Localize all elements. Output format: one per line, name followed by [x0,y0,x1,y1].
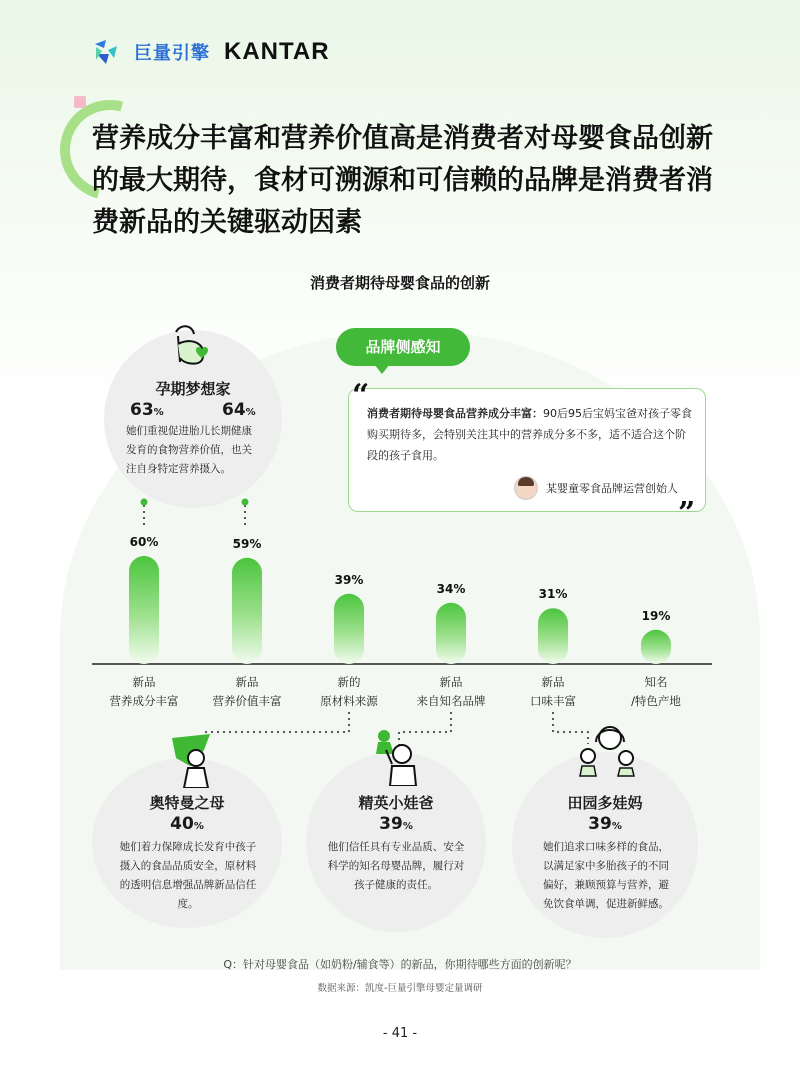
category-label-4-line-2: 来自知名品牌 [416,694,486,708]
category-label-1-line-1: 新品 [132,675,156,689]
connector-dot-2 [242,499,249,506]
bar-value-label-2: 59% [232,536,262,551]
mom-with-kids-icon [574,722,638,778]
brand-quote-lead: 消费者期待母婴食品营养成分丰富： [367,407,543,420]
bar-1 [129,556,159,664]
superhero-mom-icon [164,730,234,788]
persona-farm-mom-desc: 她们追求口味多样的食品，以满足家中多胎孩子的不同偏好，兼顾预算与营养，避免饮食单调，促进新鲜感。 [543,841,669,910]
quote-attribution-text: 某婴童零食品牌运营创始人 [546,482,678,495]
category-label-3-line-1: 新的 [337,675,361,689]
brand-perception-tag: 品牌侧感知 [336,328,470,366]
bar-2 [232,558,262,664]
category-label-6-line-1: 知名 [644,675,668,689]
bar-value-label-1: 60% [129,535,159,549]
persona-pregnant-desc: 她们重视促进胎儿长期健康发育的食物营养价值，也关注自身特定营养摄入。 [126,425,252,475]
category-label-3-line-2: 原材料来源 [320,694,378,708]
persona-farm-mom-circle [512,752,698,938]
persona-elite-dad-pct: 39% [379,814,413,834]
kantar-logo: KANTAR [224,38,330,65]
chart-subtitle: 消费者期待母婴食品的创新 [309,274,490,292]
bar-3 [334,594,364,664]
bar-group [110,535,682,708]
connectors-top [144,505,245,528]
category-label-5-line-1: 新品 [541,675,565,689]
category-label-6-line-2: /特色产地 [631,694,681,708]
bar-6 [641,630,671,664]
persona-ultraman-mom-pct: 40% [170,814,204,834]
persona-elite-dad-desc: 他们信任具有专业品质、安全科学的知名母婴品牌，履行对孩子健康的责任。 [327,841,465,891]
bar-value-label-4: 34% [436,581,466,596]
survey-question: Q：针对母婴食品（如奶粉/辅食等）的新品，你期待哪些方面的创新呢？ [223,958,577,971]
persona-ultraman-mom-name: 奥特曼之母 [149,794,225,812]
persona-farm-mom-pct: 39% [588,814,622,834]
bar-value-label-6: 19% [641,608,671,623]
persona-ultraman-mom-desc: 她们着力保障成长发育中孩子摄入的食品品质安全，原材料的透明信息增强品牌新品信任度。 [119,841,257,910]
page-title: 营养成分丰富和营养价值高是消费者对母婴食品创新的最大期待，食材可溯源和可信赖的品牌是消费者消费新品的关键驱动因素 [92,123,713,238]
category-label-4-line-1: 新品 [439,675,463,689]
dad-with-child-icon [370,728,426,786]
bar-value-label-3: 39% [334,572,364,587]
persona-pregnant-name: 孕期梦想家 [155,380,231,398]
category-label-2-line-1: 新品 [235,675,259,689]
connector-dot-1 [141,499,148,506]
category-label-1-line-2: 营养成分丰富 [109,694,179,708]
persona-farm-mom-name: 田园多娃妈 [567,794,643,812]
bar-4 [436,603,466,664]
category-label-2-line-2: 营养价值丰富 [212,694,282,708]
persona-ultraman-mom-circle [92,758,282,928]
brand-quote-body: 90后95后宝妈宝爸对孩子零食购买期待多，会特别关注其中的营养成分多不多，适不适合这个阶段的孩子食用。 [367,407,692,462]
persona-pregnant-pct2: 64% [222,400,256,420]
ocean-engine-logo-text: 巨量引擎 [134,43,210,64]
close-quote-icon: ” [678,496,696,531]
persona-elite-dad-circle [306,752,486,932]
bar-value-label-5: 31% [538,587,568,602]
open-quote-icon: “ [352,378,370,413]
persona-pregnant-pct1: 63% [130,400,164,420]
page-number: - 41 - [382,1026,418,1041]
bar-5 [538,608,568,664]
persona-elite-dad-name: 精英小娃爸 [358,794,434,812]
data-source: 数据来源：凯度-巨量引擎母婴定量调研 [317,983,483,994]
category-label-5-line-2: 口味丰富 [530,694,576,708]
